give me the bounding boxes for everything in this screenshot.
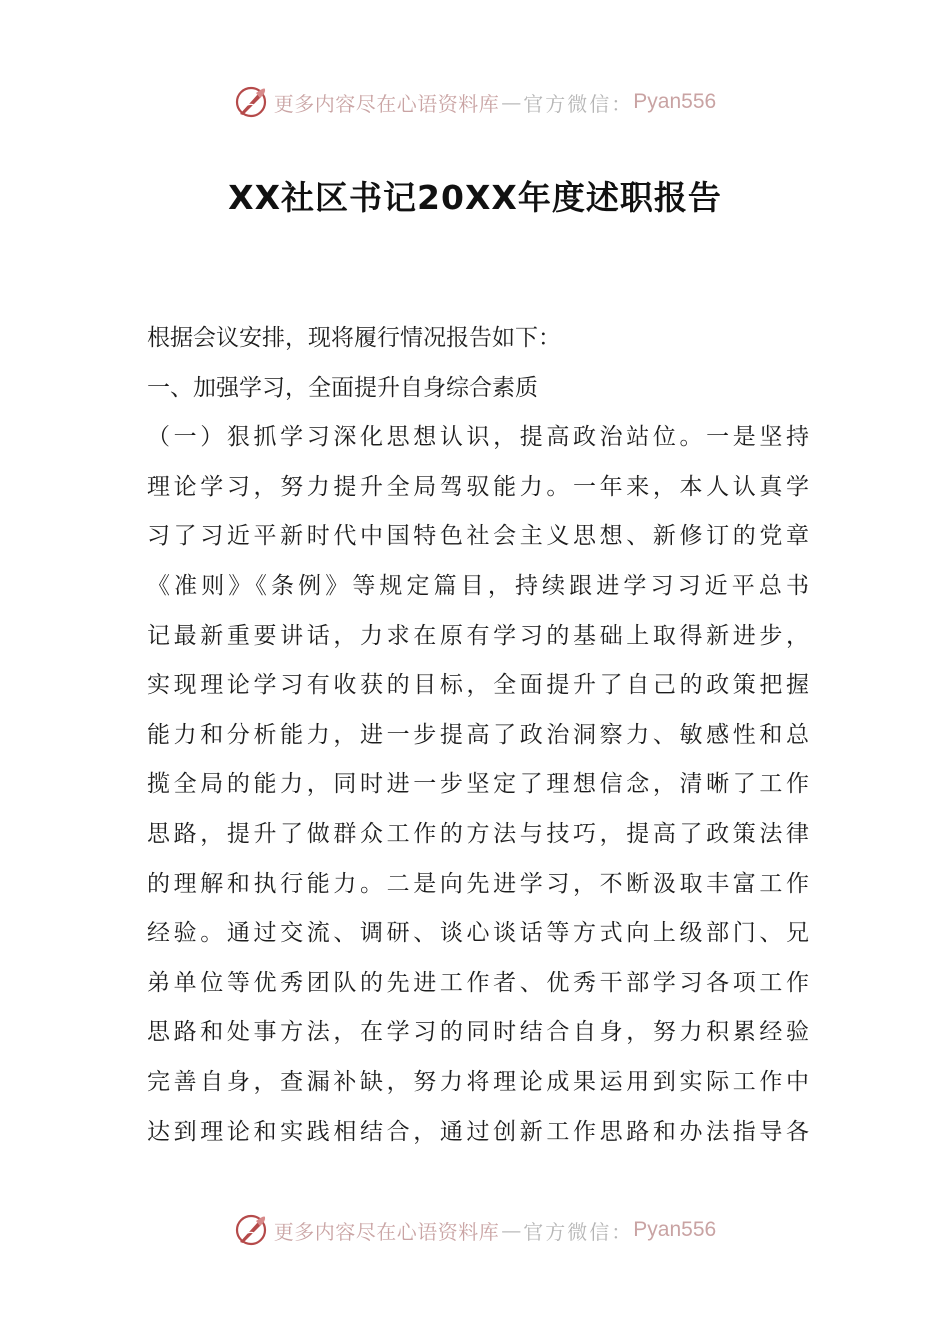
header-watermark <box>0 82 950 122</box>
body-line: 记最新重要讲话，力求在原有学习的基础上取得新进步， <box>147 622 809 649</box>
body-line: 《准则》《条例》等规定篇目，持续跟进学习习近平总书 <box>147 572 809 599</box>
body-line: 思路和处事方法，在学习的同时结合自身，努力积累经验 <box>147 1019 809 1046</box>
document-body <box>147 314 809 1157</box>
body-line: 根据会议安排，现将履行情况报告如下： <box>147 325 561 351</box>
watermark-official-label: 官方微信： <box>523 91 634 116</box>
body-line: 达到理论和实践相结合，通过创新工作思路和办法指导各 <box>147 1118 809 1145</box>
quill-pen-logo-icon <box>234 85 268 119</box>
watermark-wechat-id: Pyan556 <box>633 90 717 113</box>
body-line: 实现理论学习有收获的目标，全面提升了自己的政策把握 <box>147 672 809 699</box>
watermark-official-label: 官方微信： <box>523 1219 634 1244</box>
body-line: （一）狠抓学习深化思想认识，提高政治站位。一是坚持 <box>147 424 809 451</box>
document-title: XX社区书记20XX年度述职报告 <box>228 178 722 217</box>
body-line: 习了习近平新时代中国特色社会主义思想、新修订的党章 <box>147 523 809 550</box>
body-line: 揽全局的能力，同时进一步坚定了理想信念，清晰了工作 <box>147 771 809 798</box>
watermark-site-text: 更多内容尽在心语资料库 <box>273 1219 500 1244</box>
watermark-separator: — <box>501 1218 522 1242</box>
body-line: 完善自身，查漏补缺，努力将理论成果运用到实际工作中 <box>147 1068 809 1095</box>
watermark-site-text: 更多内容尽在心语资料库 <box>273 91 500 116</box>
quill-pen-logo-icon <box>234 1213 268 1247</box>
body-line: 能力和分析能力，进一步提高了政治洞察力、敏感性和总 <box>147 721 809 748</box>
footer-watermark <box>0 1210 950 1250</box>
watermark-separator: — <box>501 90 522 114</box>
body-line: 思路，提升了做群众工作的方法与技巧，提高了政策法律 <box>147 820 809 847</box>
body-line: 经验。通过交流、调研、谈心谈话等方式向上级部门、兄 <box>147 920 809 947</box>
section-heading: 一、加强学习，全面提升自身综合素质 <box>147 374 538 401</box>
watermark-wechat-id: Pyan556 <box>633 1218 717 1241</box>
body-line: 理论学习，努力提升全局驾驭能力。一年来，本人认真学 <box>147 473 809 500</box>
body-line: 的理解和执行能力。二是向先进学习，不断汲取丰富工作 <box>147 870 809 897</box>
body-line: 弟单位等优秀团队的先进工作者、优秀干部学习各项工作 <box>147 969 809 996</box>
